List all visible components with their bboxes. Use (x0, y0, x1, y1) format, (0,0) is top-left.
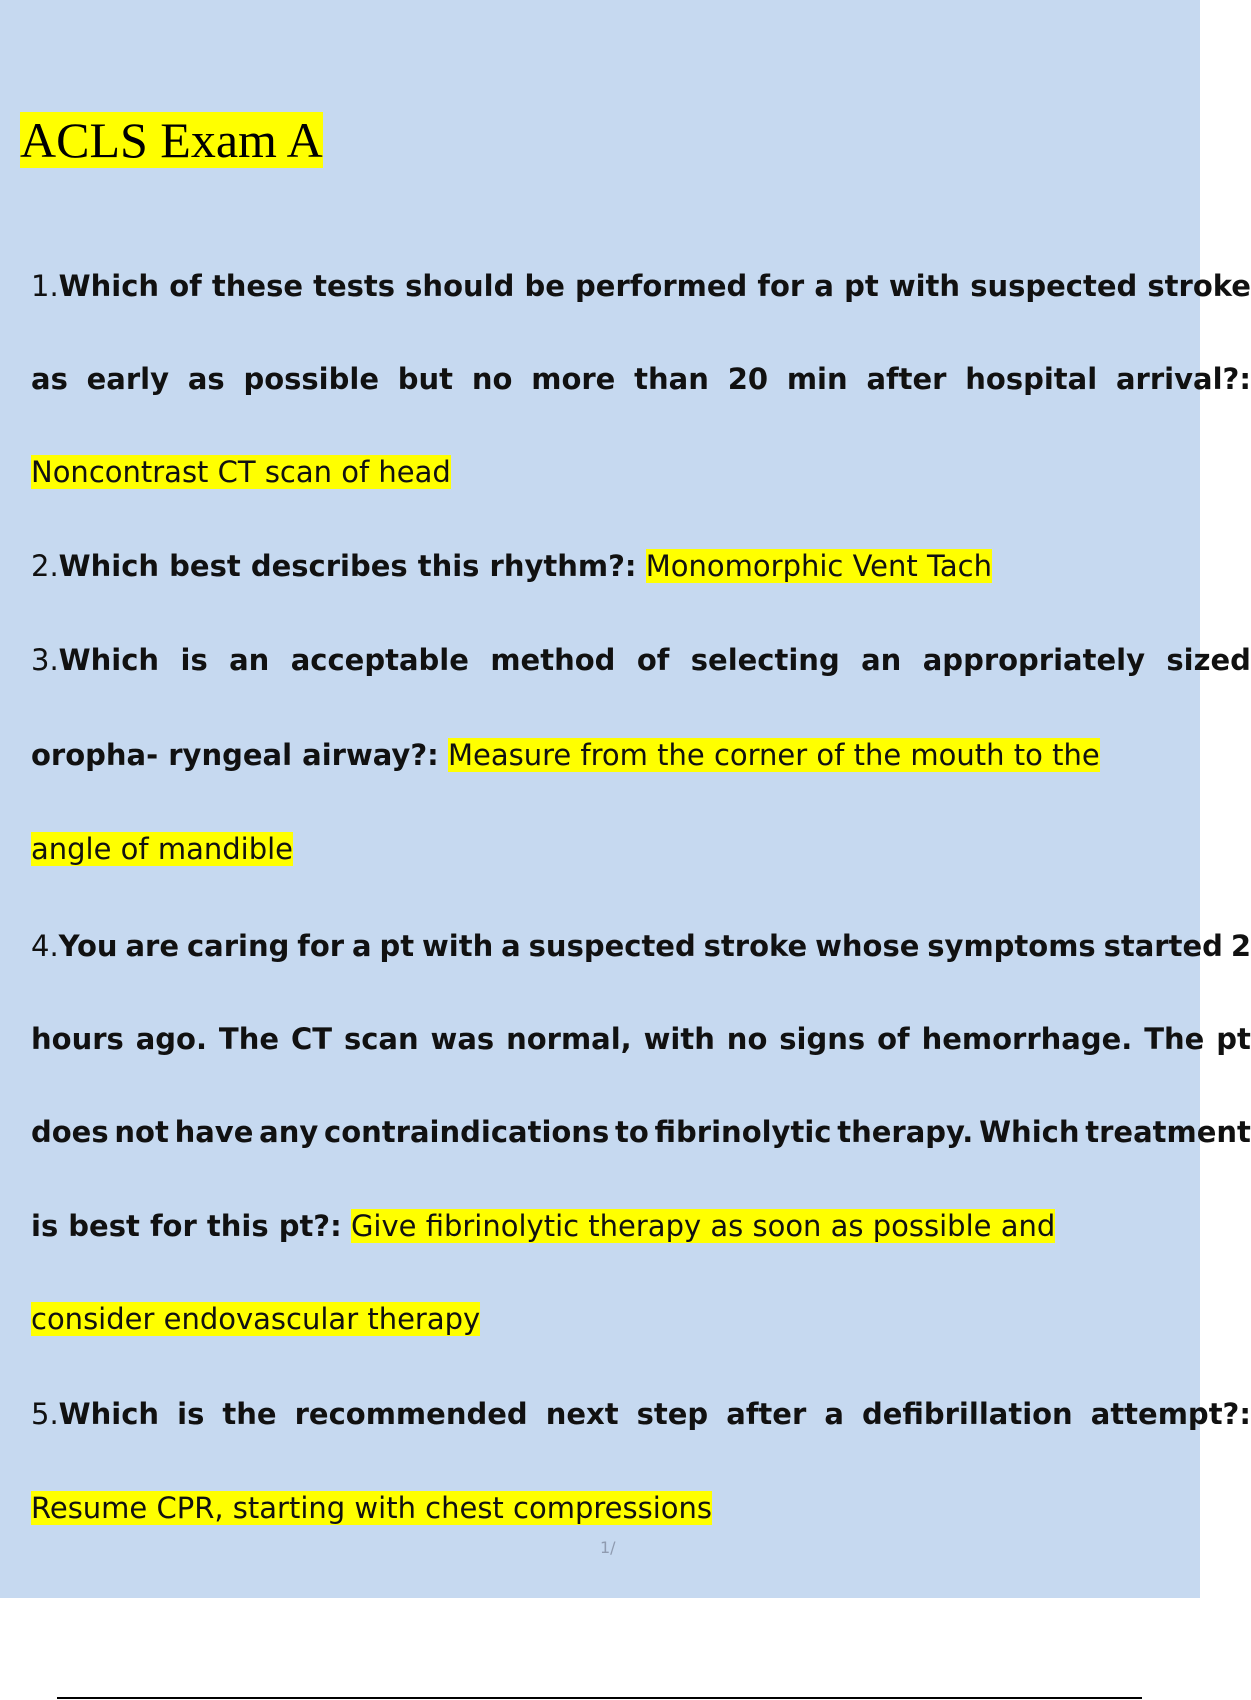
question-4-line-1 (31, 924, 1251, 968)
answer-4-head-highlight: Give fibrinolytic therapy as soon as possible and (350, 1209, 1056, 1243)
answer-4 (31, 1297, 1251, 1341)
question-3-line-1 (31, 638, 1251, 682)
question-word: no (471, 362, 513, 396)
question-2-text: Which best describes this rhythm?: (58, 549, 637, 583)
question-word: stroke (703, 929, 808, 963)
question-word: pt (379, 929, 415, 963)
question-word: suspected (528, 929, 696, 963)
question-word: next (545, 1397, 619, 1431)
question-word: early (86, 362, 170, 396)
question-word: should (405, 269, 515, 303)
question-word: any (259, 1115, 319, 1149)
question-word: symptoms (927, 929, 1096, 963)
question-word: as (187, 362, 225, 396)
question-word: are (125, 929, 180, 963)
question-word: is (180, 643, 208, 677)
question-word: after (726, 1397, 807, 1431)
footer-rule (57, 1697, 1142, 1699)
question-word: scan (343, 1022, 419, 1056)
question-1-line-2 (31, 357, 1251, 401)
question-word: tests (313, 269, 396, 303)
question-word: of (636, 643, 670, 677)
question-word: sized (1166, 643, 1251, 677)
question-word: hemorrhage. (921, 1022, 1133, 1056)
question-word: 5.Which (31, 1397, 160, 1431)
question-word: a (814, 269, 834, 303)
question-1-line-1 (31, 264, 1251, 308)
question-word: The (218, 1022, 280, 1056)
question-word: CT (290, 1022, 333, 1056)
answer-5 (31, 1486, 1251, 1530)
question-4-line-2 (31, 1017, 1251, 1061)
question-3-line-2 (31, 733, 1251, 777)
question-word: for (297, 929, 345, 963)
question-4-tail: is best for this pt?: (31, 1209, 342, 1243)
question-word: treatment (1085, 1115, 1251, 1149)
question-number: 3. (31, 643, 59, 677)
question-word: than (634, 362, 709, 396)
question-word: an (861, 643, 902, 677)
answer-5-highlight: Resume CPR, starting with chest compressions (31, 1491, 713, 1525)
question-word: ago. (135, 1022, 207, 1056)
question-word: 3.Which (31, 643, 160, 677)
question-word: not (114, 1115, 169, 1149)
question-word: no (726, 1022, 768, 1056)
question-word: a (501, 929, 521, 963)
question-word: method (490, 643, 616, 677)
answer-1 (31, 450, 1251, 494)
question-word: contraindications (324, 1115, 610, 1149)
question-word: selecting (690, 643, 840, 677)
question-3-tail: oropha- ryngeal airway?: (31, 738, 439, 772)
question-word: 4.You (31, 929, 118, 963)
question-word: Which (979, 1115, 1080, 1149)
question-word: acceptable (290, 643, 469, 677)
question-number: 4. (31, 929, 59, 963)
question-number: 5. (31, 1397, 59, 1431)
question-word: 2 (1230, 929, 1251, 963)
question-word: of (169, 269, 202, 303)
question-number: 1. (31, 269, 59, 303)
question-word: the (222, 1397, 277, 1431)
question-word: performed (575, 269, 748, 303)
answer-3-head-highlight: Measure from the corner of the mouth to the (447, 738, 1100, 772)
question-word: attempt?: (1090, 1397, 1251, 1431)
question-word: as (31, 362, 68, 396)
question-word: after (866, 362, 947, 396)
question-word: to (614, 1115, 649, 1149)
question-word: more (531, 362, 616, 396)
question-word: whose (815, 929, 920, 963)
question-word: for (757, 269, 805, 303)
question-word: a (352, 929, 372, 963)
question-word: arrival?: (1115, 362, 1251, 396)
question-word: these (211, 269, 303, 303)
question-word: of (877, 1022, 910, 1056)
question-4-line-4 (31, 1204, 1251, 1248)
question-word: is (177, 1397, 205, 1431)
question-5-line-1 (31, 1392, 1251, 1436)
question-word: with (643, 1022, 715, 1056)
question-word: 1.Which (31, 269, 160, 303)
question-word: was (430, 1022, 495, 1056)
question-word: with (888, 269, 961, 303)
question-word: does (31, 1115, 109, 1149)
question-word: step (636, 1397, 709, 1431)
question-word: appropriately (922, 643, 1145, 677)
answer-1-highlight: Noncontrast CT scan of head (31, 455, 451, 489)
document-title (20, 110, 323, 170)
question-word: signs (779, 1022, 866, 1056)
question-word: with (422, 929, 494, 963)
question-2-line (31, 544, 1251, 588)
question-word: suspected (970, 269, 1138, 303)
question-word: hours (31, 1022, 124, 1056)
question-word: but (397, 362, 454, 396)
question-4-line-3 (31, 1110, 1251, 1154)
page-number: 1/ (600, 1538, 616, 1557)
question-word: recommended (294, 1397, 528, 1431)
question-word: be (524, 269, 565, 303)
question-word: defibrillation (861, 1397, 1073, 1431)
answer-2-highlight: Monomorphic Vent Tach (645, 549, 992, 583)
question-word: therapy. (837, 1115, 974, 1149)
answer-4-highlight: consider endovascular therapy (31, 1302, 481, 1336)
question-word: The (1144, 1022, 1205, 1056)
answer-3 (31, 827, 1251, 871)
question-word: min (786, 362, 848, 396)
question-word: started (1103, 929, 1223, 963)
title-highlight: ACLS Exam A (20, 112, 323, 168)
question-word: fibrinolytic (654, 1115, 832, 1149)
question-word: possible (243, 362, 379, 396)
answer-3-highlight: angle of mandible (31, 832, 294, 866)
question-word: a (824, 1397, 844, 1431)
question-word: stroke (1147, 269, 1251, 303)
question-2-number: 2. (31, 549, 59, 583)
question-word: pt (844, 269, 879, 303)
question-word: an (229, 643, 270, 677)
question-word: caring (186, 929, 290, 963)
question-word: have (174, 1115, 254, 1149)
question-word: pt (1216, 1022, 1251, 1056)
question-word: 20 (727, 362, 769, 396)
question-word: hospital (965, 362, 1098, 396)
question-word: normal, (506, 1022, 632, 1056)
